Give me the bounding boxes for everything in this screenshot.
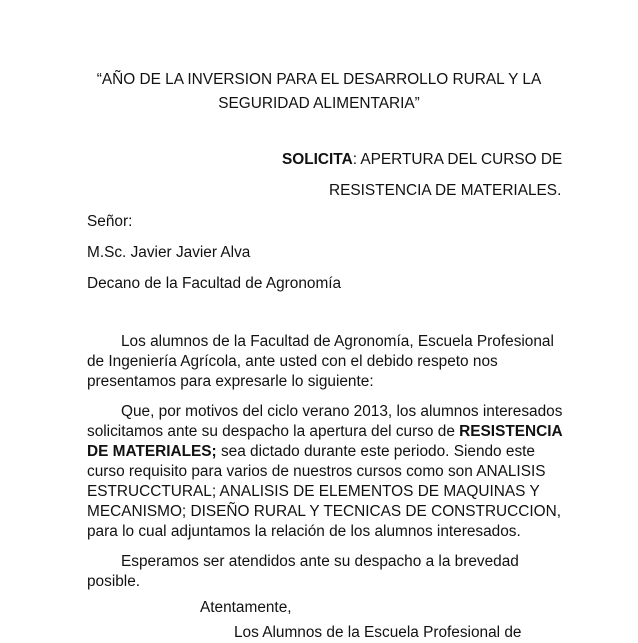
addressee-name: M.Sc. Javier Javier Alva	[87, 244, 251, 261]
paragraph-2-line-3-text: sea dictado durante este periodo. Siendo este	[216, 443, 535, 460]
request-text-1: : APERTURA DEL CURSO DE	[352, 151, 563, 168]
heading-line-1: “AÑO DE LA INVERSION PARA EL DESARROLLO RURAL Y LA	[96, 71, 542, 88]
heading-line-2: SEGURIDAD ALIMENTARIA”	[218, 95, 420, 112]
paragraph-2-line-4: curso requisito para varios de nuestros cursos como son ANALISIS	[87, 463, 546, 480]
course-name-bold-1: RESISTENCIA	[459, 423, 563, 440]
paragraph-2-line-7: para lo cual adjuntamos la relación de los alumnos interesados.	[87, 523, 521, 540]
signatories-line: Los Alumnos de la Escuela Profesional de	[234, 624, 522, 641]
request-line-1	[282, 150, 562, 170]
paragraph-3-line-1: Esperamos ser atendidos ante su despacho a la brevedad	[121, 553, 519, 570]
course-name-bold-2: DE MATERIALES;	[87, 443, 217, 460]
addressee-position: Decano de la Facultad de Agronomía	[87, 275, 342, 292]
paragraph-3-line-2: posible.	[87, 573, 141, 590]
paragraph-2-line-5: ESTRUCCTURAL; ANALISIS DE ELEMENTOS DE MAQUINAS Y	[87, 483, 540, 500]
request-label: SOLICITA	[282, 151, 353, 168]
salutation: Señor:	[87, 213, 133, 230]
paragraph-2-line-3	[87, 442, 535, 462]
paragraph-1-line-1: Los alumnos de la Facultad de Agronomía, Escuela Profesional	[121, 333, 554, 350]
paragraph-2-line-1: Que, por motivos del ciclo verano 2013, los alumnos interesados	[121, 403, 563, 420]
paragraph-2-line-2-text: solicitamos ante su despacho la apertura del curso de	[87, 423, 460, 440]
paragraph-1-line-2: de Ingeniería Agrícola, ante usted con el debido respeto nos	[87, 353, 498, 370]
sign-off: Atentamente,	[200, 599, 292, 616]
request-line-2: RESISTENCIA DE MATERIALES.	[329, 182, 562, 199]
paragraph-2-line-2	[87, 422, 563, 442]
paragraph-1-line-3: presentamos para expresarle lo siguiente:	[87, 373, 374, 390]
paragraph-2-line-6: MECANISMO; DISEÑO RURAL Y TECNICAS DE CONSTRUCCION,	[87, 503, 562, 520]
